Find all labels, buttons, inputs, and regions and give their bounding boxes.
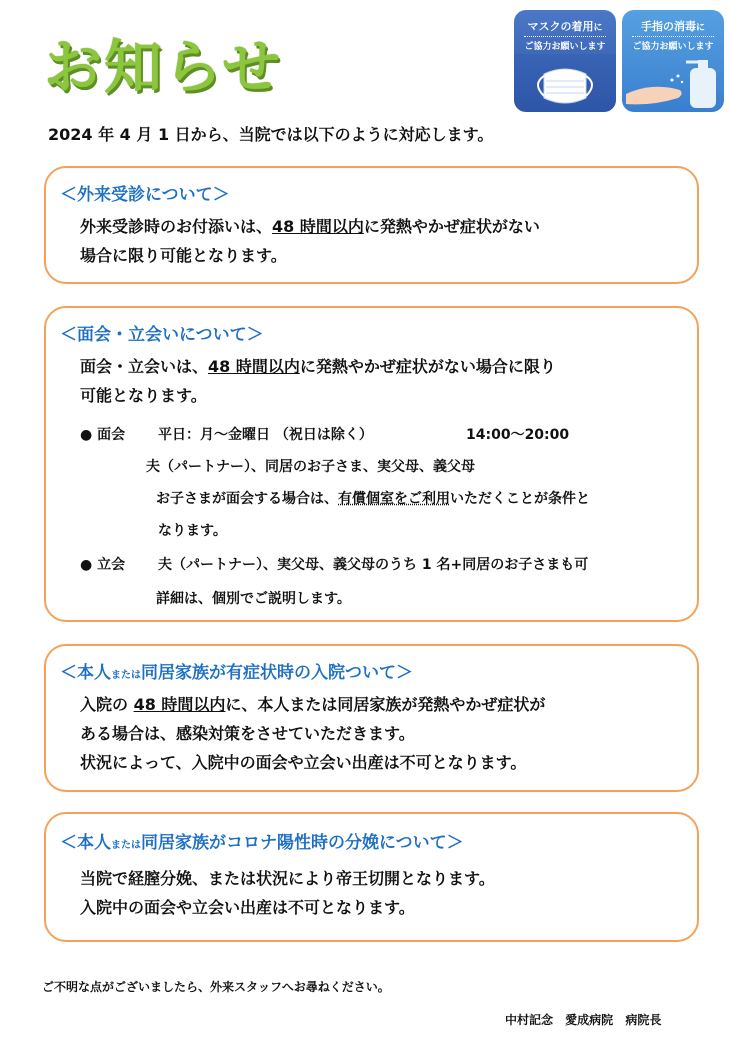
attend-who: 夫（パートナー）、実父母、義父母のうち 1 名+同居のお子さまも可 [158, 557, 589, 573]
covid-delivery-text: 当院で経膣分娩、または状況により帝王切開となります。 入院中の面会や立会い出産は不可となります。 [80, 869, 495, 917]
footer-note: ご不明な点がございましたら、外来スタッフへお尋ねください。 [42, 980, 390, 994]
hand-badge-subtitle: ご協力お願いします [632, 36, 713, 52]
covid-delivery-heading: ＜本人または同居家族がコロナ陽性時の分娩について＞ [60, 833, 464, 853]
visit-note: お子さまが面会する場合は、有償個室をご利用いただくことが条件と [156, 491, 590, 507]
visitation-heading: ＜面会・立会いについて＞ [60, 325, 264, 345]
mask-icon [514, 54, 616, 112]
attend-detail: 詳細は、個別でご説明します。 [156, 591, 351, 607]
admission-symptoms-text: 入院の 48 時間以内に、本人または同居家族が発熱やかぜ症状が ある場合は、感染対策をさせていただきます。 状況によって、入院中の面会や立会い出産は不可となります。 [80, 695, 546, 772]
attend-label: ● 立会 [80, 557, 126, 573]
mask-badge-title: マスクの着用 [527, 20, 594, 33]
admission-symptoms-heading: ＜本人または同居家族が有症状時の入院ついて＞ [60, 663, 413, 683]
visit-who: 夫（パートナー）、同居のお子さま、実父母、義父母 [146, 459, 475, 475]
visit-time: 14:00～20:00 [466, 427, 570, 443]
visitation-section [44, 306, 699, 622]
admission-symptoms-section [44, 644, 699, 792]
hand-badge-particle: に [695, 23, 705, 33]
page-title: お知らせ [44, 33, 283, 101]
hand-badge-title: 手指の消毒 [640, 20, 696, 33]
hand-sanitizer-icon [622, 54, 724, 112]
covid-delivery-section [44, 812, 699, 942]
hand-sanitizer-badge [622, 10, 724, 112]
mask-badge-particle: に [593, 23, 603, 33]
visit-label: ● 面会 [80, 427, 126, 443]
outpatient-heading: ＜外来受診について＞ [60, 185, 230, 205]
mask-badge-subtitle: ご協力お願いします [524, 36, 605, 52]
outpatient-section [44, 166, 699, 284]
visit-note-cont: なります。 [158, 523, 227, 539]
mask-badge [514, 10, 616, 112]
intro-text: 2024 年 4 月 1 日から、当院では以下のように対応します。 [48, 125, 494, 144]
visitation-text: 面会・立会いは、48 時間以内に発熱やかぜ症状がない場合に限り 可能となります。 [80, 357, 556, 405]
outpatient-text: 外来受診時のお付添いは、48 時間以内に発熱やかぜ症状がない 場合に限り可能となります。 [80, 217, 540, 265]
visit-days: 平日：月～金曜日 （祝日は除く） [158, 427, 373, 443]
signature: 中村記念 愛成病院 病院長 [505, 1013, 662, 1027]
